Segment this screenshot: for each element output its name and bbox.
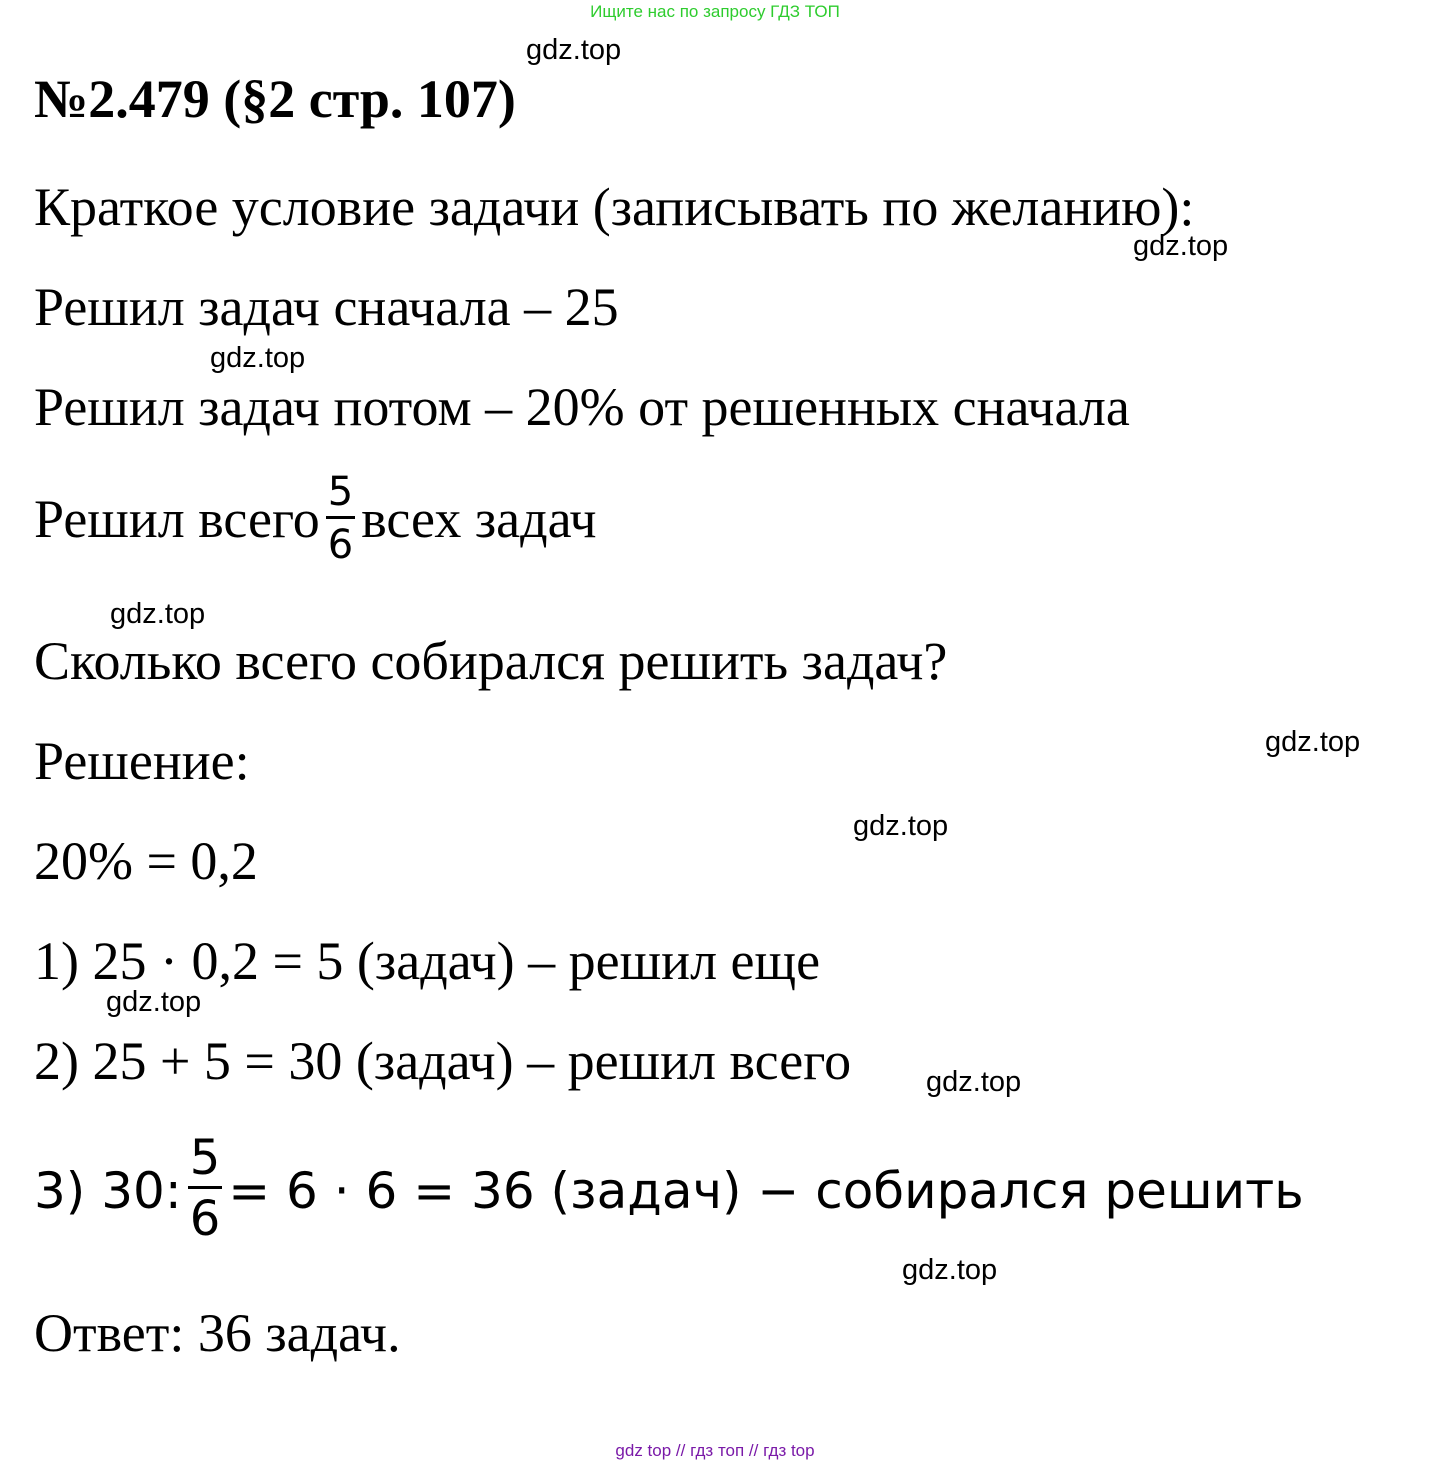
step-2: 2) 25 + 5 = 30 (задач) – решил всего <box>34 1031 852 1091</box>
watermark-3: gdz.top <box>210 342 306 374</box>
solution-header: Решение: <box>34 731 250 791</box>
condition-header: Краткое условие задачи (записывать по желанию): <box>34 177 1195 237</box>
step-3-fraction <box>188 1130 223 1247</box>
footer-links: gdz top // гдз топ // гдз top <box>615 1441 815 1460</box>
page-title: №2.479 (§2 стр. 107) <box>34 69 516 129</box>
step-3-fraction-bar <box>188 1186 223 1189</box>
condition-total <box>34 469 597 571</box>
step-3-denominator: 6 <box>189 1191 221 1247</box>
step-3-numerator: 5 <box>189 1130 221 1186</box>
watermark-5: gdz.top <box>1265 726 1361 758</box>
step-1: 1) 25 · 0,2 = 5 (задач) – решил еще <box>34 931 821 991</box>
step-3 <box>34 1130 1304 1249</box>
condition-then: Решил задач потом – 20% от решенных сначала <box>34 377 1130 437</box>
answer: Ответ: 36 задач. <box>34 1303 401 1363</box>
step-3-after: = 6 · 6 = 36 (задач) − собирался решить <box>228 1162 1304 1220</box>
percent-conversion: 20% = 0,2 <box>34 831 258 891</box>
fraction-bar <box>326 516 355 519</box>
question: Сколько всего собирался решить задач? <box>34 631 948 691</box>
step-3-before: 3) 30: <box>34 1162 182 1220</box>
fraction-numerator: 5 <box>327 469 354 515</box>
watermark-9: gdz.top <box>902 1254 998 1286</box>
watermark-7: gdz.top <box>106 986 202 1018</box>
watermark-1: gdz.top <box>526 34 622 66</box>
fraction-denominator: 6 <box>327 522 354 568</box>
condition-total-after: всех задач <box>361 488 597 549</box>
watermark-8: gdz.top <box>926 1066 1022 1098</box>
watermark-2: gdz.top <box>1133 230 1229 262</box>
watermark-4: gdz.top <box>110 598 206 630</box>
top-banner: Ищите нас по запросу ГДЗ ТОП <box>590 2 840 21</box>
condition-total-before: Решил всего <box>34 488 320 549</box>
watermark-6: gdz.top <box>853 810 949 842</box>
condition-first: Решил задач сначала – 25 <box>34 277 619 337</box>
fraction-five-sixths <box>326 469 355 568</box>
